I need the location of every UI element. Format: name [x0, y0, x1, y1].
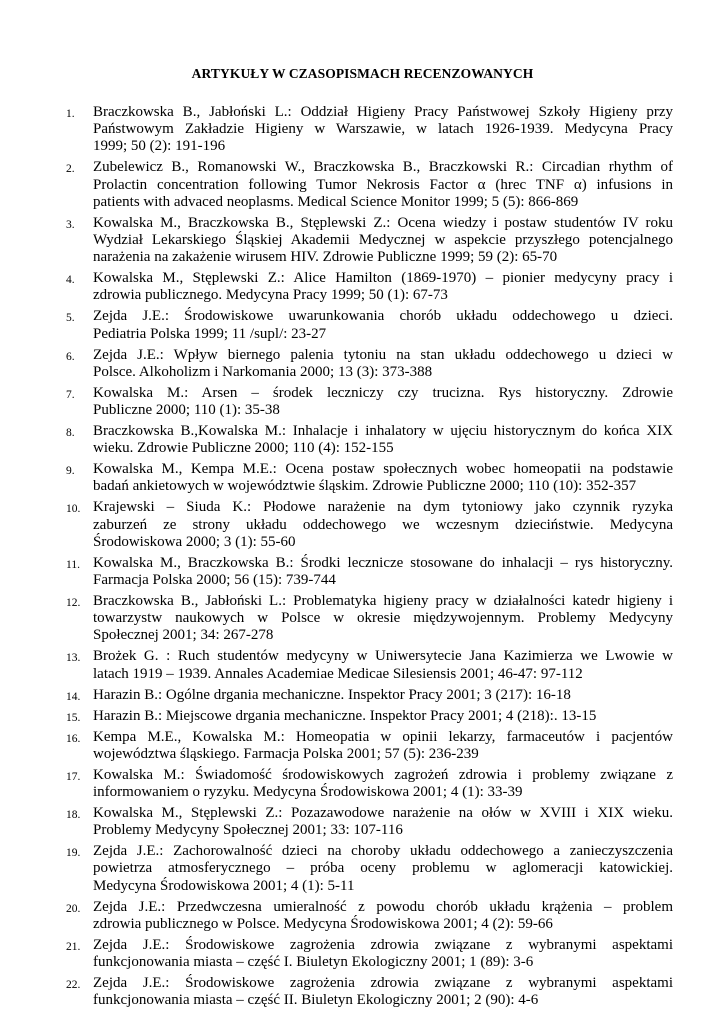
- reference-text: [93, 729, 673, 763]
- reference-line: Społecznej 2001; 34: 267-278: [93, 627, 274, 644]
- reference-number: 18.: [66, 809, 81, 822]
- reference-line: Farmacja Polska 2000; 56 (15): 739-744: [93, 572, 336, 589]
- reference-item: [0, 347, 725, 381]
- reference-number: 13.: [66, 652, 81, 665]
- reference-number: 16.: [66, 732, 81, 745]
- reference-line: Zejda J.E.: Środowiskowe uwarunkowania chorób układu oddechowego u dzieci.: [93, 308, 673, 325]
- reference-item: [0, 104, 725, 156]
- reference-number: 11.: [66, 558, 80, 571]
- reference-list: [0, 104, 725, 1013]
- reference-line: Publiczne 2000; 110 (1): 35-38: [93, 402, 280, 419]
- reference-line: funkcjonowania miasta – część I. Biuletyn Ekologiczny 2001; 1 (89): 3-6: [93, 954, 534, 971]
- reference-line: funkcjonowania miasta – część II. Biuletyn Ekologiczny 2001; 2 (90): 4-6: [93, 992, 539, 1009]
- reference-number: 1.: [66, 108, 75, 120]
- reference-text: [93, 937, 673, 971]
- reference-number: 7.: [66, 388, 75, 401]
- reference-line: Kempa M.E., Kowalska M.: Homeopatia w opinii lekarzy, farmaceutów i pacjentów: [93, 728, 673, 745]
- reference-line: Brożek G. : Ruch studentów medycyny w Uniwersytecie Jana Kazimierza we Lwowie w: [93, 648, 673, 665]
- reference-line: powietrza atmosferycznego – próba oceny problemu w aglomeracji katowickiej.: [93, 860, 673, 877]
- reference-item: [0, 499, 725, 551]
- reference-item: [0, 687, 725, 704]
- reference-number: 21.: [66, 940, 81, 953]
- reference-number: 10.: [66, 503, 81, 516]
- reference-number: 3.: [66, 218, 75, 231]
- reference-item: [0, 270, 725, 304]
- reference-item: [0, 843, 725, 895]
- reference-line: Problemy Medycyny Społecznej 2001; 33: 107-116: [93, 822, 403, 839]
- reference-item: [0, 461, 725, 495]
- reference-text: [93, 215, 673, 267]
- reference-item: [0, 937, 725, 971]
- reference-item: [0, 159, 725, 211]
- reference-text: [93, 843, 673, 895]
- reference-text: [93, 385, 673, 419]
- reference-text: [93, 708, 673, 725]
- reference-line: Kowalska M., Braczkowska B., Stęplewski Z.: Ocena wiedzy i postaw studentów IV roku: [93, 214, 673, 231]
- reference-item: [0, 308, 725, 342]
- reference-text: [93, 270, 673, 304]
- reference-item: [0, 899, 725, 933]
- reference-line: Kowalska M.: Arsen – środek leczniczy czy trucizna. Rys historyczny. Zdrowie: [93, 384, 673, 401]
- reference-line: narażenia na zakażenie wirusem HIV. Zdrowie Publiczne 1999; 59 (2): 65-70: [93, 249, 558, 266]
- reference-number: 2.: [66, 163, 75, 176]
- reference-line: badań ankietowych w województwie śląskim. Zdrowie Publiczne 2000; 110 (10): 352-357: [93, 478, 637, 495]
- reference-line: Zubelewicz B., Romanowski W., Braczkowska B., Braczkowski R.: Circadian rhythm of: [93, 159, 673, 176]
- reference-item: [0, 805, 725, 839]
- reference-line: Zejda J.E.: Przedwczesna umieralność z powodu chorób układu krążenia – problem: [93, 898, 673, 915]
- reference-number: 14.: [66, 690, 81, 703]
- reference-number: 20.: [66, 902, 81, 915]
- reference-line: patients with advaced neoplasms. Medical Science Monitor 1999; 5 (5): 866-869: [93, 193, 579, 210]
- reference-line: Krajewski – Siuda K.: Płodowe narażenie na dym tytoniowy jako czynnik ryzyka: [93, 499, 673, 516]
- reference-item: [0, 215, 725, 267]
- reference-number: 12.: [66, 597, 81, 610]
- reference-line: Wydział Lekarskiego Śląskiej Akademii Medycznej w aspekcie przyszłego potencjalnego: [93, 232, 673, 249]
- reference-line: Braczkowska B., Jabłoński L.: Problematyka higieny pracy w działalności katedr higieny i: [93, 593, 673, 610]
- reference-line: Państwowym Zakładzie Higieny w Warszawie, w latach 1926-1939. Medycyna Pracy: [93, 121, 673, 138]
- reference-number: 19.: [66, 847, 81, 860]
- reference-text: [93, 423, 673, 457]
- reference-line: zdrowia publicznego w Polsce. Medycyna Środowiskowa 2001; 4 (2): 59-66: [93, 915, 553, 932]
- reference-number: 15.: [66, 711, 81, 724]
- reference-line: Harazin B.: Ogólne drgania mechaniczne. Inspektor Pracy 2001; 3 (217): 16-18: [93, 686, 571, 703]
- reference-number: 17.: [66, 770, 81, 783]
- reference-line: latach 1919 – 1939. Annales Academiae Medicae Silesiensis 2001; 46-47: 97-112: [93, 665, 583, 682]
- reference-line: Prolactin concentration following Tumor Nekrosis Factor α (hrec TNF α) infusions in: [93, 176, 673, 193]
- reference-number: 22.: [66, 979, 81, 992]
- reference-number: 6.: [66, 350, 75, 363]
- reference-line: Polsce. Alkoholizm i Narkomania 2000; 13 (3): 373-388: [93, 363, 433, 380]
- reference-line: Kowalska M., Braczkowska B.: Środki lecznicze stosowane do inhalacji – rys historyczny.: [93, 554, 673, 571]
- reference-line: Kowalska M., Stęplewski Z.: Alice Hamilton (1869-1970) – pionier medycyny pracy i: [93, 270, 673, 287]
- reference-text: [93, 555, 673, 589]
- reference-line: Środowiskowa 2000; 3 (1): 55-60: [93, 533, 296, 550]
- reference-item: [0, 767, 725, 801]
- reference-text: [93, 104, 673, 156]
- reference-text: [93, 899, 673, 933]
- reference-text: [93, 347, 673, 381]
- reference-line: zaburzeń ze strony układu oddechowego we wczesnym dzieciństwie. Medycyna: [93, 516, 673, 533]
- reference-line: Medycyna Środowiskowa 2001; 4 (1): 5-11: [93, 877, 355, 894]
- reference-line: Harazin B.: Miejscowe drgania mechaniczne. Inspektor Pracy 2001; 4 (218):. 13-15: [93, 707, 597, 724]
- reference-line: towarzystw naukowych w Polsce w okresie międzywojennym. Problemy Medycyny: [93, 610, 673, 627]
- reference-item: [0, 729, 725, 763]
- reference-line: Kowalska M., Kempa M.E.: Ocena postaw społecznych wobec homeopatii na podstawie: [93, 461, 673, 478]
- reference-text: [93, 593, 673, 645]
- reference-item: [0, 555, 725, 589]
- reference-line: Braczkowska B., Jabłoński L.: Oddział Higieny Pracy Państwowej Szkoły Higieny przy: [93, 104, 673, 120]
- reference-number: 8.: [66, 427, 75, 440]
- reference-line: zdrowia publicznego. Medycyna Pracy 1999; 50 (1): 67-73: [93, 287, 448, 304]
- reference-item: [0, 385, 725, 419]
- reference-text: [93, 687, 673, 704]
- reference-line: Kowalska M.: Świadomość środowiskowych zagrożeń zdrowia i problemy związane z: [93, 766, 673, 783]
- reference-line: Pediatria Polska 1999; 11 /supl/: 23-27: [93, 325, 327, 342]
- reference-item: [0, 593, 725, 645]
- reference-text: [93, 461, 673, 495]
- reference-text: [93, 499, 673, 551]
- reference-line: Zejda J.E.: Środowiskowe zagrożenia zdrowia związane z wybranymi aspektami: [93, 975, 673, 992]
- reference-line: Zejda J.E.: Środowiskowe zagrożenia zdrowia związane z wybranymi aspektami: [93, 936, 673, 953]
- reference-text: [93, 159, 673, 211]
- reference-line: wieku. Zdrowie Publiczne 2000; 110 (4): 152-155: [93, 440, 394, 457]
- reference-item: [0, 975, 725, 1009]
- reference-line: Zejda J.E.: Zachorowalność dzieci na choroby układu oddechowego a zanieczyszczenia: [93, 843, 673, 860]
- reference-item: [0, 648, 725, 682]
- reference-number: 5.: [66, 312, 75, 325]
- reference-text: [93, 308, 673, 342]
- reference-line: informowaniem o ryzyku. Medycyna Środowiskowa 2001; 4 (1): 33-39: [93, 784, 523, 801]
- reference-text: [93, 805, 673, 839]
- reference-line: Kowalska M., Stęplewski Z.: Pozazawodowe narażenie na ołów w XVIII i XIX wieku.: [93, 805, 673, 822]
- reference-line: województwa śląskiego. Farmacja Polska 2001; 57 (5): 236-239: [93, 745, 479, 762]
- reference-line: Zejda J.E.: Wpływ biernego palenia tytoniu na stan układu oddechowego u dzieci w: [93, 346, 673, 363]
- page-title: ARTYKUŁY W CZASOPISMACH RECENZOWANYCH: [191, 66, 534, 81]
- reference-number: 4.: [66, 274, 75, 287]
- reference-text: [93, 767, 673, 801]
- reference-number: 9.: [66, 465, 75, 478]
- reference-text: [93, 975, 673, 1009]
- reference-item: [0, 708, 725, 725]
- reference-item: [0, 423, 725, 457]
- reference-line: Braczkowska B.,Kowalska M.: Inhalacje i inhalatory w ujęciu historycznym do końca XIX: [93, 423, 673, 440]
- reference-line: 1999; 50 (2): 191-196: [93, 138, 226, 155]
- reference-text: [93, 648, 673, 682]
